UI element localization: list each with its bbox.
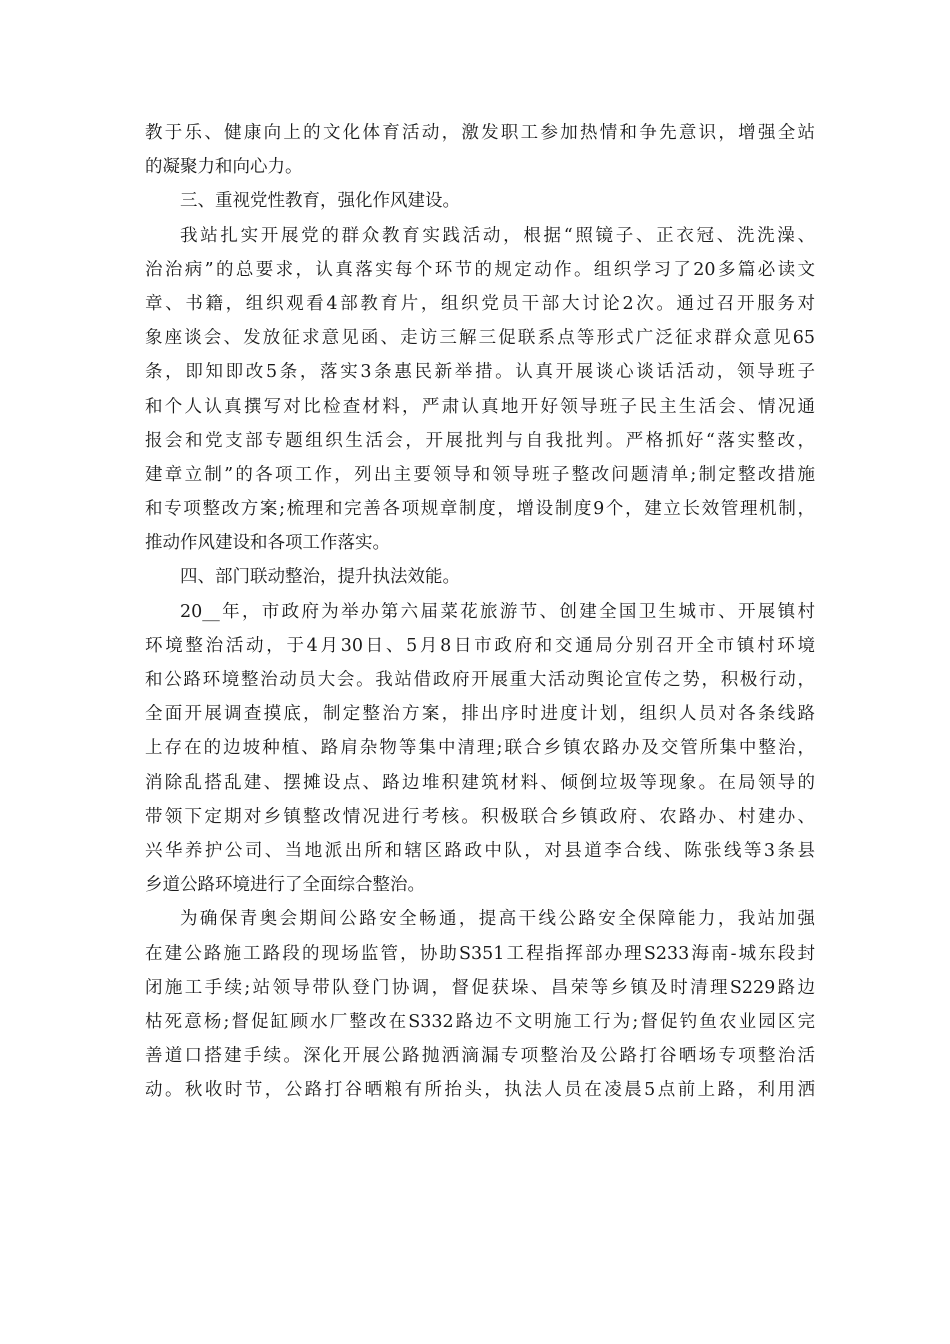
text-line: 条，即知即改5条，落实3条惠民新举措。认真开展谈心谈话活动，领导班子 <box>145 362 815 383</box>
text-line: 建章立制”的各项工作，列出主要领导和领导班子整改问题清单;制定整改措施 <box>145 464 815 485</box>
text-line: 善道口搭建手续。深化开展公路抛洒滴漏专项整治及公路打谷晒场专项整治活 <box>145 1046 815 1067</box>
text-line: 带领下定期对乡镇整改情况进行考核。积极联合乡镇政府、农路办、村建办、 <box>145 806 815 827</box>
text-line: 和公路环境整治动员大会。我站借政府开展重大活动舆论宣传之势，积极行动， <box>145 670 815 690</box>
text-line: 在建公路施工路段的现场监管，协助S351工程指挥部办理S233海南-城东段封 <box>145 943 815 964</box>
text-line: 章、书籍，组织观看4部教育片，组织党员干部大讨论2次。通过召开服务对 <box>145 293 815 314</box>
text-line: 和个人认真撰写对比检查材料，严肃认真地开好领导班子民主生活会、情况通 <box>145 396 815 417</box>
text-line: 枯死意杨;督促缸顾水厂整改在S332路边不文明施工行为;督促钓鱼农业园区完 <box>145 1011 815 1032</box>
text-line: 推动作风建设和各项工作落实。 <box>145 533 390 554</box>
text-line: 报会和党支部专题组织生活会，开展批判与自我批判。严格抓好“落实整改， <box>145 430 815 451</box>
text-line: 闭施工手续;站领导带队登门协调，督促获垛、昌荣等乡镇及时清理S229路边 <box>145 977 815 998</box>
text-line: 象座谈会、发放征求意见函、走访三解三促联系点等形式广泛征求群众意见65 <box>145 328 815 349</box>
text-line: 和专项整改方案;梳理和完善各项规章制度，增设制度9个，建立长效管理机制， <box>145 499 815 520</box>
text-line: 的凝聚力和向心力。 <box>145 157 303 178</box>
text-line: 全面开展调查摸底，制定整治方案，排出序时进度计划，组织人员对各条线路 <box>145 704 815 725</box>
text-line: 治治病”的总要求，认真落实每个环节的规定动作。组织学习了20多篇必读文 <box>145 259 815 280</box>
text-line: 上存在的边坡种植、路肩杂物等集中清理;联合乡镇农路办及交管所集中整治， <box>145 738 815 759</box>
text-line: 三、重视党性教育，强化作风建设。 <box>180 191 460 212</box>
text-line: 教于乐、健康向上的文化体育活动，激发职工参加热情和争先意识，增强全站 <box>145 123 815 143</box>
text-line: 消除乱搭乱建、摆摊设点、路边堆积建筑材料、倾倒垃圾等现象。在局领导的 <box>145 772 815 793</box>
text-line: 兴华养护公司、当地派出所和辖区路政中队，对县道李合线、陈张线等3条县 <box>145 840 815 861</box>
text-line: 20__年，市政府为举办第六届菜花旅游节、创建全国卫生城市、开展镇村 <box>180 601 815 622</box>
text-line: 为确保青奥会期间公路安全畅通，提高干线公路安全保障能力，我站加强 <box>180 909 815 930</box>
text-line: 我站扎实开展党的群众教育实践活动，根据“照镜子、正衣冠、洗洗澡、 <box>180 225 815 246</box>
text-line: 乡道公路环境进行了全面综合整治。 <box>145 875 425 896</box>
document-body <box>145 116 815 1107</box>
text-line: 动。秋收时节，公路打谷晒粮有所抬头，执法人员在凌晨5点前上路，利用洒 <box>145 1080 815 1101</box>
text-line: 环境整治活动，于4月30日、5月8日市政府和交通局分别召开全市镇村环境 <box>145 635 815 656</box>
text-line: 四、部门联动整治，提升执法效能。 <box>180 567 460 588</box>
